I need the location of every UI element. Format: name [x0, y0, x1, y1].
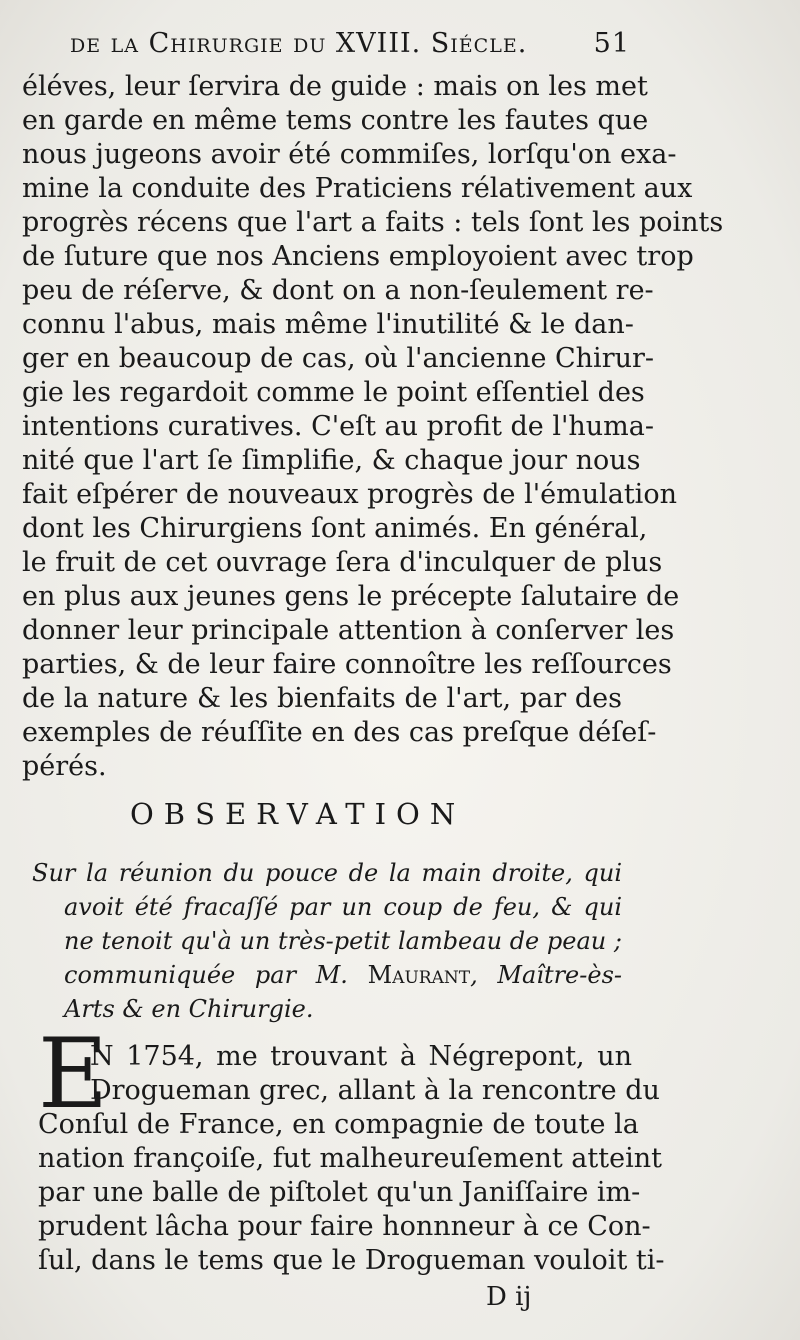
- text-line: dont les Chirurgiens ſont animés. En général,: [22, 513, 648, 544]
- text-line: N 1754, me trouvant à Négrepont, un: [90, 1041, 632, 1072]
- text-line: de ſuture que nos Anciens employoient avec trop: [22, 241, 694, 272]
- subtitle-text: , Maître-ès-: [470, 961, 622, 989]
- text-line: nation françoiſe, fut malheureuſement atteint: [38, 1143, 662, 1174]
- text-line: pérés.: [22, 751, 107, 782]
- text-line: par une balle de piſtolet qu'un Janiſſaire im-: [38, 1177, 641, 1208]
- text-line: parties, & de leur faire connoître les reſſources: [22, 649, 672, 680]
- text-line: peu de réſerve, & dont on a non-ſeulement re-: [22, 275, 654, 306]
- page-number: 51: [593, 28, 630, 59]
- text-line: nité que l'art ſe ſimplifie, & chaque jour nous: [22, 445, 641, 476]
- text-line: ſul, dans le tems que le Drogueman vouloit ti-: [38, 1245, 665, 1276]
- text-line: prudent lâcha pour faire honnneur à ce Con-: [38, 1211, 651, 1242]
- text-line: gie les regardoit comme le point eſſentiel des: [22, 377, 645, 408]
- body-paragraph: [22, 70, 724, 784]
- text-line: mine la conduite des Praticiens rélativement aux: [22, 173, 693, 204]
- text-line: le fruit de cet ouvrage ſera d'inculquer de plus: [22, 547, 663, 578]
- running-header: [70, 28, 630, 59]
- text-line: exemples de réuſſite en des cas preſque déſeſ-: [22, 717, 657, 748]
- text-line: de la nature & les bienfaits de l'art, par des: [22, 683, 622, 714]
- text-line: nous jugeons avoir été commiſes, lorſqu'on exa-: [22, 139, 677, 170]
- text-line: en garde en même tems contre les fautes que: [22, 105, 649, 136]
- text-line: intentions curatives. C'eſt au profit de l'huma-: [22, 411, 655, 442]
- author-name: Maurant: [367, 961, 471, 989]
- signature-mark: D ij: [486, 1282, 532, 1312]
- subtitle-text: communiquée par M.: [64, 961, 348, 989]
- text-line: éléves, leur ſervira de guide : mais on les met: [22, 71, 648, 102]
- text-line: donner leur principale attention à conſerver les: [22, 615, 675, 646]
- subtitle-line: Sur la réunion du pouce de la main droite, qui: [32, 859, 622, 887]
- text-line: connu l'abus, mais même l'inutilité & le dan-: [22, 309, 634, 340]
- text-line: progrès récens que l'art a faits : tels ſont les points: [22, 207, 724, 238]
- text-line: ger en beaucoup de cas, où l'ancienne Chirur-: [22, 343, 655, 374]
- running-title: de la Chirurgie du XVIII. Siécle.: [70, 28, 528, 59]
- text-line: fait eſpérer de nouveaux progrès de l'émulation: [22, 479, 677, 510]
- observation-heading: OBSERVATION: [130, 797, 466, 831]
- observation-paragraph: [38, 1040, 665, 1278]
- drop-cap: E: [38, 1018, 109, 1130]
- subtitle-line: avoit été fracaſſé par un coup de feu, & qui: [64, 893, 622, 921]
- text-line: Conſul de France, en compagnie de toute la: [38, 1109, 639, 1140]
- text-line: Drogueman grec, allant à la rencontre du: [90, 1075, 660, 1106]
- subtitle-line-author: [32, 958, 622, 992]
- text-line: en plus aux jeunes gens le précepte ſalutaire de: [22, 581, 680, 612]
- subtitle-line: Arts & en Chirurgie.: [64, 995, 314, 1023]
- subtitle-line: ne tenoit qu'à un très-petit lambeau de peau ;: [64, 927, 622, 955]
- observation-subtitle: [32, 856, 622, 1026]
